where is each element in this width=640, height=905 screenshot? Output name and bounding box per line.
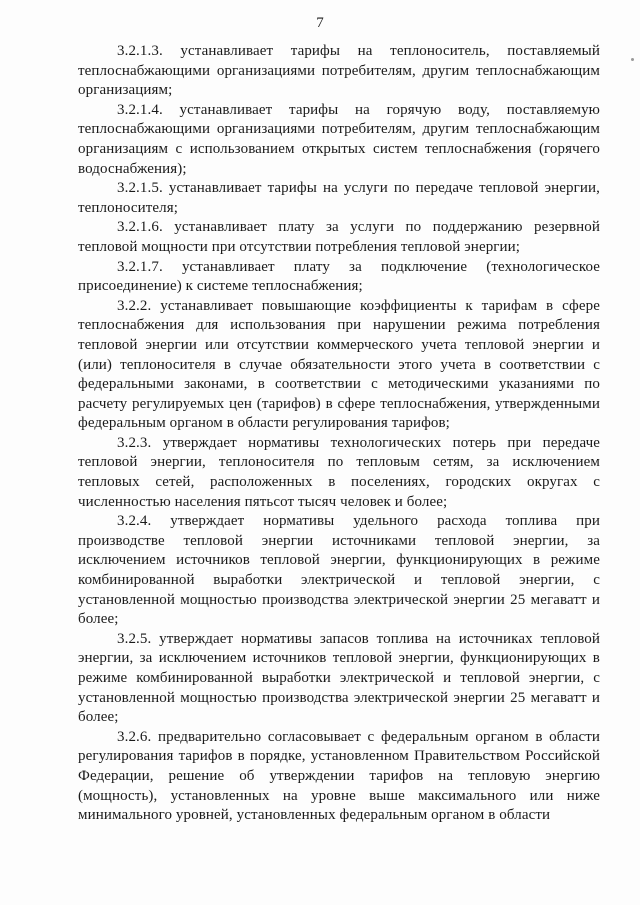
paragraph-3-2-2: 3.2.2. устанавливает повышающие коэффициенты к тарифам в сфере теплоснабжения для использования при нарушении режима потребления тепловой энергии или отсутствии коммерческого учета тепловой энергии и (или) теплоносителя в случае обязательности этого учета в соответствии с федеральными законами, в соответствии с методическими указаниями по расчету регулируемых цен (тарифов) в сфере теплоснабжения, утвержденными федеральным органом в области регулирования тарифов; (78, 297, 600, 432)
paragraph-3-2-4: 3.2.4. утверждает нормативы удельного расхода топлива при производстве тепловой энергии источниками тепловой энергии, за исключением источников тепловой энергии, функционирующих в режиме комбинированной выработки электрической и тепловой энергии, с установленной мощностью производства электрической энергии 25 мегаватт и более; (78, 513, 600, 628)
paragraph-3-2-1-4: 3.2.1.4. устанавливает тарифы на горячую воду, поставляемую теплоснабжающими организациями потребителям, другим теплоснабжающим организациям с использованием открытых систем теплоснабжения (горячего водоснабжения); (78, 101, 600, 177)
paragraph-3-2-5: 3.2.5. утверждает нормативы запасов топлива на источниках тепловой энергии, за исключением источников тепловой энергии, функционирующих в режиме комбинированной выработки электрической и тепловой энергии, с установленной мощностью производства электрической энергии 25 мегаватт и более; (78, 630, 600, 726)
paragraph-3-2-3: 3.2.3. утверждает нормативы технологических потерь при передаче тепловой энергии, теплоносителя по тепловым сетям, за исключением тепловых сетей, расположенных в поселениях, городских округах с численностью населения пятьсот тысяч человек и более; (78, 434, 600, 510)
paragraph-3-2-1-3: 3.2.1.3. устанавливает тарифы на теплоноситель, поставляемый теплоснабжающими организациями потребителям, другим теплоснабжающим организациям; (78, 43, 600, 99)
page-number: 7 (316, 15, 324, 31)
paragraph-3-2-6: 3.2.6. предварительно согласовывает с федеральным органом в области регулирования тарифов в порядке, установленном Правительством Российской Федерации, решение об утверждении тарифов на тепловую энергию (мощность), установленных на уровне выше максимального или ниже минимального уровней, установленных федеральным органом в области (78, 728, 600, 824)
scan-artifact (631, 58, 634, 61)
paragraph-3-2-1-7: 3.2.1.7. устанавливает плату за подключение (технологическое присоединение) к системе теплоснабжения; (78, 258, 600, 295)
document-body (78, 42, 600, 826)
paragraph-3-2-1-6: 3.2.1.6. устанавливает плату за услуги по поддержанию резервной тепловой мощности при отсутствии потребления тепловой энергии; (78, 219, 600, 255)
paragraph-3-2-1-5: 3.2.1.5. устанавливает тарифы на услуги по передаче тепловой энергии, теплоносителя; (78, 180, 600, 216)
